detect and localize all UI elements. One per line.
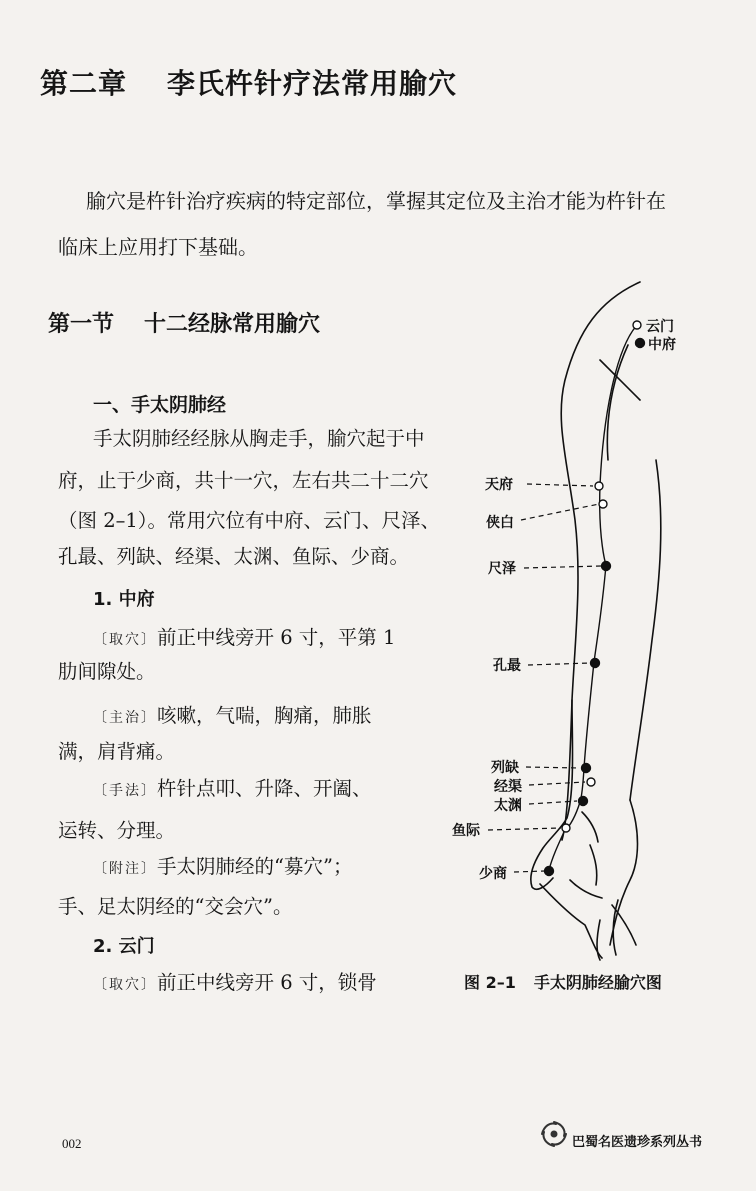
point-heading: 1. 中府 — [93, 589, 155, 610]
page-number: 002 — [62, 1136, 82, 1151]
label-yunmen: 云门 — [646, 319, 674, 335]
acupoint-yunmen — [633, 321, 641, 329]
point-shoufa-cont: 运转、分理。 — [58, 819, 176, 842]
label-yuji: 鱼际 — [452, 823, 480, 839]
label-kongzui: 孔最 — [493, 658, 521, 674]
paragraph-line: 府，止于少商，共十一穴，左右共二十二穴 — [58, 469, 429, 492]
quxue-tag: 〔取穴〕 — [93, 977, 157, 993]
acupoint-xiabai — [599, 500, 607, 508]
fuzhu-text: 手太阴肺经的“募穴”； — [157, 855, 353, 878]
acupoint-lieque — [582, 764, 591, 773]
shoufa-tag: 〔手法〕 — [93, 783, 157, 799]
meridian-line — [549, 325, 637, 870]
acupoint-shaoshang — [545, 867, 554, 876]
acupoint-zhongfu — [636, 339, 645, 348]
label-taiyuan: 太渊 — [494, 798, 522, 814]
acupoint-chize — [602, 562, 611, 571]
acupoint-taiyuan — [579, 797, 588, 806]
acupoint-yuji — [562, 824, 570, 832]
label-shaoshang: 少商 — [479, 866, 507, 882]
quxue-text: 前正中线旁开 6 寸，平第 1 — [157, 626, 396, 649]
label-jingqu: 经渠 — [494, 779, 522, 795]
chapter-number: 第二章 — [40, 67, 128, 100]
series-logo-icon — [538, 1118, 570, 1150]
point-labels — [452, 318, 676, 882]
figure-caption — [464, 970, 662, 993]
zhuzhi-text: 咳嗽，气喘，胸痛，肺胀 — [157, 704, 372, 727]
fuzhu-tag: 〔附注〕 — [93, 861, 157, 877]
caption-number: 图 2–1 — [464, 973, 516, 992]
section-title: 十二经脉常用腧穴 — [144, 312, 321, 337]
point-fuzhu-cont: 手、足太阴经的“交会穴”。 — [58, 895, 293, 918]
paragraph-line: （图 2–1）。常用穴位有中府、云门、尺泽、 — [58, 509, 441, 532]
label-tianfu: 天府 — [485, 477, 513, 493]
intro-line: 临床上应用打下基础。 — [58, 235, 258, 259]
point-quxue-cont: 肋间隙处。 — [58, 660, 156, 683]
label-lieque: 列缺 — [491, 760, 519, 776]
paragraph-line: 孔最、列缺、经渠、太渊、鱼际、少商。 — [58, 545, 410, 568]
shoufa-text: 杵针点叩、升降、开阖、 — [157, 777, 372, 800]
point-zhuzhi-cont: 满，肩背痛。 — [58, 740, 176, 763]
chapter-title: 李氏杵针疗法常用腧穴 — [167, 67, 458, 100]
quxue-text: 前正中线旁开 6 寸，锁骨 — [157, 971, 377, 994]
acupoint-kongzui — [591, 659, 600, 668]
zhuzhi-tag: 〔主治〕 — [93, 710, 157, 726]
label-chize: 尺泽 — [488, 561, 516, 577]
label-xiabai: 侠白 — [486, 515, 514, 531]
paragraph-line: 手太阴肺经经脉从胸走手，腧穴起于中 — [93, 427, 425, 450]
quxue-tag: 〔取穴〕 — [93, 632, 157, 648]
point-heading: 2. 云门 — [93, 936, 155, 957]
subsection-heading: 一、手太阴肺经 — [93, 394, 227, 416]
acupoint-jingqu — [587, 778, 595, 786]
intro-line: 腧穴是杵针治疗疾病的特定部位，掌握其定位及主治才能为杵针在 — [86, 189, 666, 213]
series-name: 巴蜀名医遗珍系列丛书 — [572, 1135, 703, 1150]
label-zhongfu: 中府 — [648, 337, 676, 353]
section-number: 第一节 — [48, 312, 115, 337]
caption-title: 手太阴肺经腧穴图 — [533, 973, 662, 992]
acupoint-tianfu — [595, 482, 603, 490]
arm-outline — [531, 282, 661, 960]
acupoints — [545, 321, 645, 876]
